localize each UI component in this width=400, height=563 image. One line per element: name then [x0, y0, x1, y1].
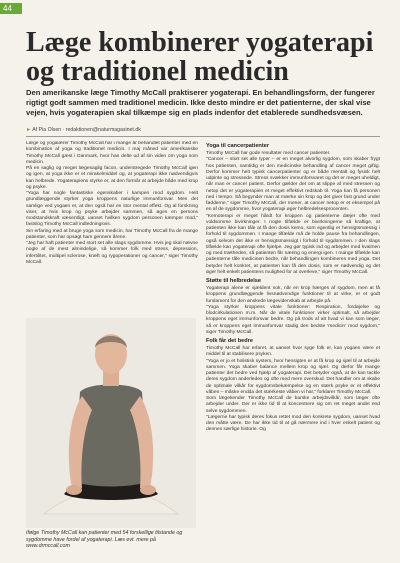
byline — [26, 127, 226, 133]
article-title: Læge kombinerer yogaterapi og traditionel medicin — [26, 27, 374, 87]
paragraph: Sin erfaring med at bruge yoga som medicin, har Timothy McCall fra de mange patienter, som har opsøgt ham gennem årene. — [26, 228, 198, 240]
section-heading: Folk får det bedre — [206, 338, 253, 344]
section-heading: Yoga til cancerpatienter — [206, 143, 270, 149]
meditating-man-illustration — [26, 318, 196, 528]
page-number-tab — [0, 3, 22, 14]
right-column — [206, 141, 380, 554]
divider — [26, 136, 380, 137]
paragraph: "Jeg har haft patienter med stort set alle slags sygdomme. Hvis jeg skal nævne nogle af de mest almindelige, så kommer folk med stress, depression, infertilitet, multipel sclerose, kræft og rygoperationer og cancer," siger Timothy McCall. — [26, 241, 198, 265]
section-text: Yogaterapi alene er sjældent nok, når en krop hærges af sygdom, men at få kroppens grundlæggende livsnødvendige funktioner til at virke, er et godt fundament for den ønskede lægevidenskab at arbejde på. "Yoga styrker kroppens vitale funktioner: Respiration, fordøjelse og blodcirkulationen m.m. Når de vitale funktioner virker optimalt, så arbejder kroppens eget immunforsvar bedre. Og på trods af alt hvad vi kan som læger, så er kroppens eget immunforsvar stadig den bedste 'medicin' mod sygdom," siger Timothy McCall. — [206, 286, 380, 335]
paragraph: På en saglig og meget lægesaglig facon, understregede Timothy McCall igen og igen, at yoga ikke er et mirakelmiddel og, at yogaterapi ikke nødvendigvis kan helbrede. Yogaterapiens styrke er, at den formår at arbejde både med krop og psyke. — [26, 166, 198, 190]
section-heading: Støtte til helbredelse — [206, 278, 262, 284]
yoga-photo — [26, 318, 196, 528]
section-text: Timothy McCall har erfaret, at uanset hvor syge folk er, kan yogaen være et middel til at stabilisere psyken. "Yoga er jo et holistisk system, hvor hensigten er at få krop og sjæl til at arbejde sammen. Yoga skaber balance mellem krop og sjæl. Og derfor får mange patienter det bedre ved hjælp af yogaterapi. Det betyder også, at de kan tackle deres sygdom anderledes og ofte med mere overskud. Det handler om at skabe de optimale vilkår for sygdomsbekæmpelse og en stærk psyke er et effektivt våben – måske endda det stærkeste våben vi har," forklarer Timothy McCall. Som lægekender Timothy McCall de barske arbejdsvilkår, som læger ofte arbejder under. Der er ikke tid til at koncentrere sig om ret meget andet end selve sygdommen. "Lægerne har typisk deres fokus rettet mod den konkrete sygdom, uanset hvad den måtte være. De har ikke tid til at gå nærmere ind i hver enkelt patient og dennes særlige historie. Og — [206, 346, 380, 433]
article-lead: Den amerikanske læge Timothy McCall praktiserer yogaterapi. En behandlingsform, der fungerer rigtigt godt sammen med traditionel medicin. Ikke desto mindre er det patienterne, der skal vise vejen, hvis yogaterapien skal tilkæmpe sig en plads indenfor det etablerede sundhedsvæsen. — [26, 88, 375, 118]
photo-caption: Ifølge Timothy McCall kan patienter med 54 forskellige tilstande og sygdomme have fordel af yogaterapi. Læs evt. mere på www.drmccall.com — [26, 530, 183, 550]
paragraph: "Yoga har nogle fantastiske egenskaber i kampen mod sygdom. Helt grundlæggende styrker yoga kroppens naturlige immunforsvar. Men det samlige ved yogaen er, at den også har en stor mental effekt. Og al forskning viser, at hvis krop og psyke arbejder sammen, så øges en persons modstandskraft væsentligt, uanset hvilken sygdom personen kæmper mod," fastslog Timothy McCall indledningsvis. — [26, 191, 198, 228]
arrow-icon: ► — [26, 127, 32, 133]
page-number: 44 — [3, 4, 12, 13]
paragraph: Læge og yogalærer Timothy McCall har i mange år behandlet patienter med en kombination af yoga og traditionel medicin. I maj måned var amerikanske Timothy McCall gæst i Danmark, hvor han delte ud af sin viden om yoga som medicin. — [26, 141, 198, 165]
left-column — [26, 141, 198, 313]
section-text: Timothy McCall har gode resultater med cancer patienter. "Cancer – stort set alle typer – er en meget alvorlig sygdom, som skaber frygt hos patienten, samtidig er den medicinske behandling af cancer meget giftig. Derfor kommer helt typisk cancerpatienter og er både mentalt og fysisk helt udpinte og stressede. Stress svækker immunforsvaret og det er meget uheldigt, når man er cancer patient. Derfor gælder det om at slippe af med stressen og netop det er yogaterapien et meget effektivt redskab til. Yoga kan få personen ned i tempo. Så begynder man at mærke sin krop og det giver fast grund under fødderne," siger Timothy McCall, der mener, at cancer netop er et eksempel på en af de sygdomme, hvor yogaterapi øger helbredelsesprocenten. "Kemoterapi er meget hårdt for kroppen og patienterne dæjer ofte med voldsomme bivirkninger. I nogle tilfælde er bivirkningerne så kraftige, at patienten ikke kan tåle at få den dosis kemo, som egentlig er hensigtsmæssig i forhold til sygdommen. I mange tilfælde må de holde pause fra behandlingen, også selvom det ikke er hensigtsmæssigt i forhold til sygdommen. I den slags tilfælde kan yogaterapi ofte hjælpe. Jeg gør typisk ind og arbejder med kvalmen og med trætheden, så patienten får næring og energi igen. I mange tilfælde kan patienterne tåle medicinen bedre, når behandlingen kombineres med yoga. Det betyder helt konkret, at patienten kan få den dosis, som er nødvendig og det øger helt enkelt patientens mulighed for at overleve," siger Timothy McCall. — [206, 151, 380, 275]
byline-text: Af Pia Olsen · redaktionen@naturmagasinet.dk — [32, 127, 141, 133]
